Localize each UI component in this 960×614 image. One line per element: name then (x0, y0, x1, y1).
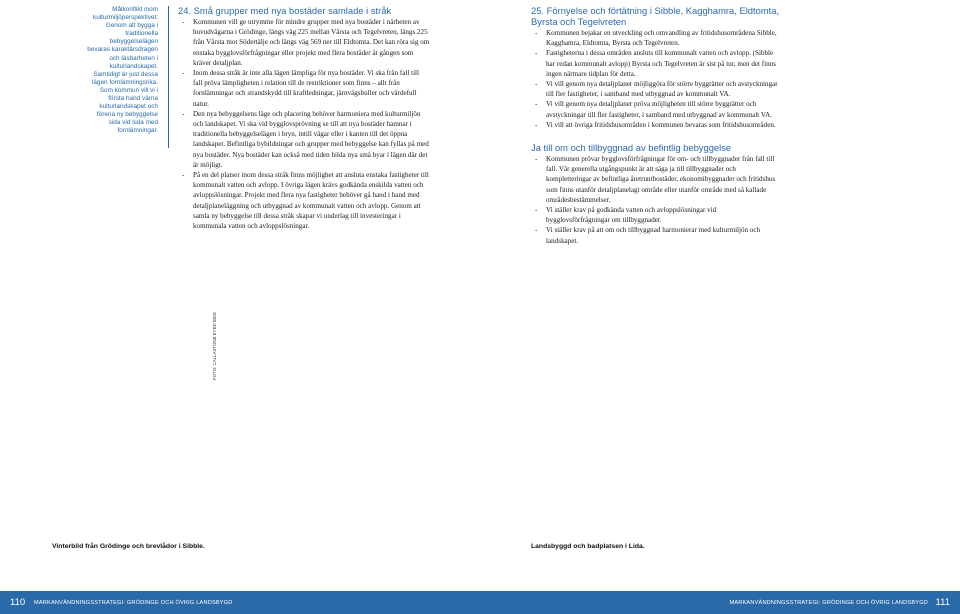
footer-title-right: MARKANVÄNDNINGSSTRATEGI: GRÖDINGE OCH ÖVRIG LANDSBYGD (729, 600, 928, 606)
list-item: - Fastigheterna i dessa områden ansluts till kommunalt vatten och avlopp. (Sibble har redan kommunalt avlopp) Byrsta och Tegelvreten är sist på tur, men det finns ingen närmare tidplan för detta. (531, 48, 781, 79)
list-item: - På en del platser inom dessa stråk finns möjlighet att ansluta enstaka fastigheter till kommunalt vatten och avlopp. I övriga lägen krävs godkända enskilda vatten och avloppslösningar. Projekt med flera nya fastigheter behöver gå hand i hand med detaljplaneläggning och utbyggnad av kommunalt vatten och avlopp. Genom att samla ny bebyggelse till dessa stråk skapar vi underlag till investeringar i kommunala vatten och avloppslösningar. (178, 170, 430, 231)
photo-caption-right: Landsbyggd och badplatsen i Lida. (531, 543, 645, 550)
list-item: - Kommunen bejakar en utveckling och omvandling av fritidshusområdena Sibble, Kagghamra, Eldtomta, Byrsta och Tegelvreten. (531, 28, 781, 48)
footer-title-left: MARKANVÄNDNINGSSTRATEGI: GRÖDINGE OCH ÖVRIG LANDSBYGD (34, 600, 233, 606)
section-24-title: 24. Små grupper med nya bostäder samlade i stråk (178, 5, 392, 16)
sidenote-text: Målkonflikt inom kulturmiljöperspektivet: Genom att bygga i traditionella bebyggelselägen bevaras karaktärsdragen och läsbarheten i kulturlandskapet. Samtidigt är just dessa lägen fornlämningsrika. Som kommun vill vi i första hand värna kulturlandskapet och förena ny bebyggelse sida vid sida med fornlämningar. (87, 6, 158, 135)
photo-caption-left: Vinterbild från Grödinge och brevlådor i Sibble. (52, 543, 205, 550)
list-item: - Kommunen prövar bygglovsförfrågningar för om- och tillbyggnader från fall till fall. Vår generella utgångspunkt är att säga ja till tillbyggnader och kompletteringar av befintliga åretruntbostäder, ekonomibyggnader och fritidshus som finns utanför detaljplanelagt område eller utanför område med så kallade områdesbestämmelser. (531, 154, 781, 205)
page-number-left: 110 (10, 597, 26, 608)
list-item: - Vi vill genom nya detaljplaner pröva möjligheten till större byggrätter och avstyckningar till fler fastigheter, i samband med utbyggnad av kommunalt VA. (531, 99, 781, 119)
section-25 (531, 5, 781, 246)
section-24-list (178, 17, 430, 231)
section-25-title: 25. Förnyelse och förtätning i Sibble, Kagghamra, Eldtomta, Byrsta och Tegelvreten (531, 5, 780, 27)
list-item: - Kommunen vill ge utrymme för mindre grupper med nya bostäder i närheten av huvudvägarna i Grödinge, längs väg 225 mellan Vårsta och Tegelvreten, längs 225 från Vårsta mot Södertälje och längs väg 569 ner till Eldtomta. Det kan röra sig om enstaka bygglovsförfrågningar eller projekt med flera bostäder åt gången som kräver detaljplan. (178, 17, 430, 68)
section-tillbyggnad-list (531, 154, 781, 246)
list-item: - Vi vill att övriga fritidshusområden i kommunen bevaras som fritidshusområden. (531, 120, 781, 130)
list-item: - Vi ställer krav på att om och tillbyggnad harmonierar med kulturmiljön och landskapet. (531, 225, 781, 245)
photo-credit: FOTO: CALLASTONE EYED BIKE (212, 312, 217, 380)
section-24 (178, 5, 430, 231)
section-tillbyggnad-title: Ja till om och tillbyggnad av befintlig bebyggelse (531, 142, 732, 154)
section-25-list (531, 28, 781, 130)
sidenote-divider (168, 6, 169, 148)
list-item: - Vi vill genom nya detaljplaner möjliggöra för större byggrätter och avstyckningar till fler fastigheter, i samband med utbyggnad av kommunalt VA. (531, 79, 781, 99)
page-number-right: 111 (935, 597, 950, 608)
list-item: - Inom dessa stråk är inte alla lägen lämpliga för nya bostäder. Vi ska från fall till fall pröva lämpligheten i relation till de restriktioner som finns – allt från fornlämningar och strandskydd till kraftledningar, järnvägsbuller och värdefull natur. (178, 68, 430, 109)
page-footer (0, 591, 960, 614)
list-item: - Vi ställer krav på godkända vatten och avloppslösningar vid bygglovsförfrågningar om tillbyggnader. (531, 205, 781, 225)
list-item: - Den nya bebyggelsens läge och placering behöver harmoniera med kulturmiljön och landskapet. Vi ska vid bygglovsprövning se till att nya bostäder hamnar i traditionella bebyggelselägen i bryn, intill vägar eller i kanten till det öppna landskapet. Befintliga bybildningar och grupper med bebyggelse kan fyllas på med nya bostäder. Nya bostäder kan också med tiden bilda nya små byar i lägen där det är möjligt. (178, 109, 430, 170)
